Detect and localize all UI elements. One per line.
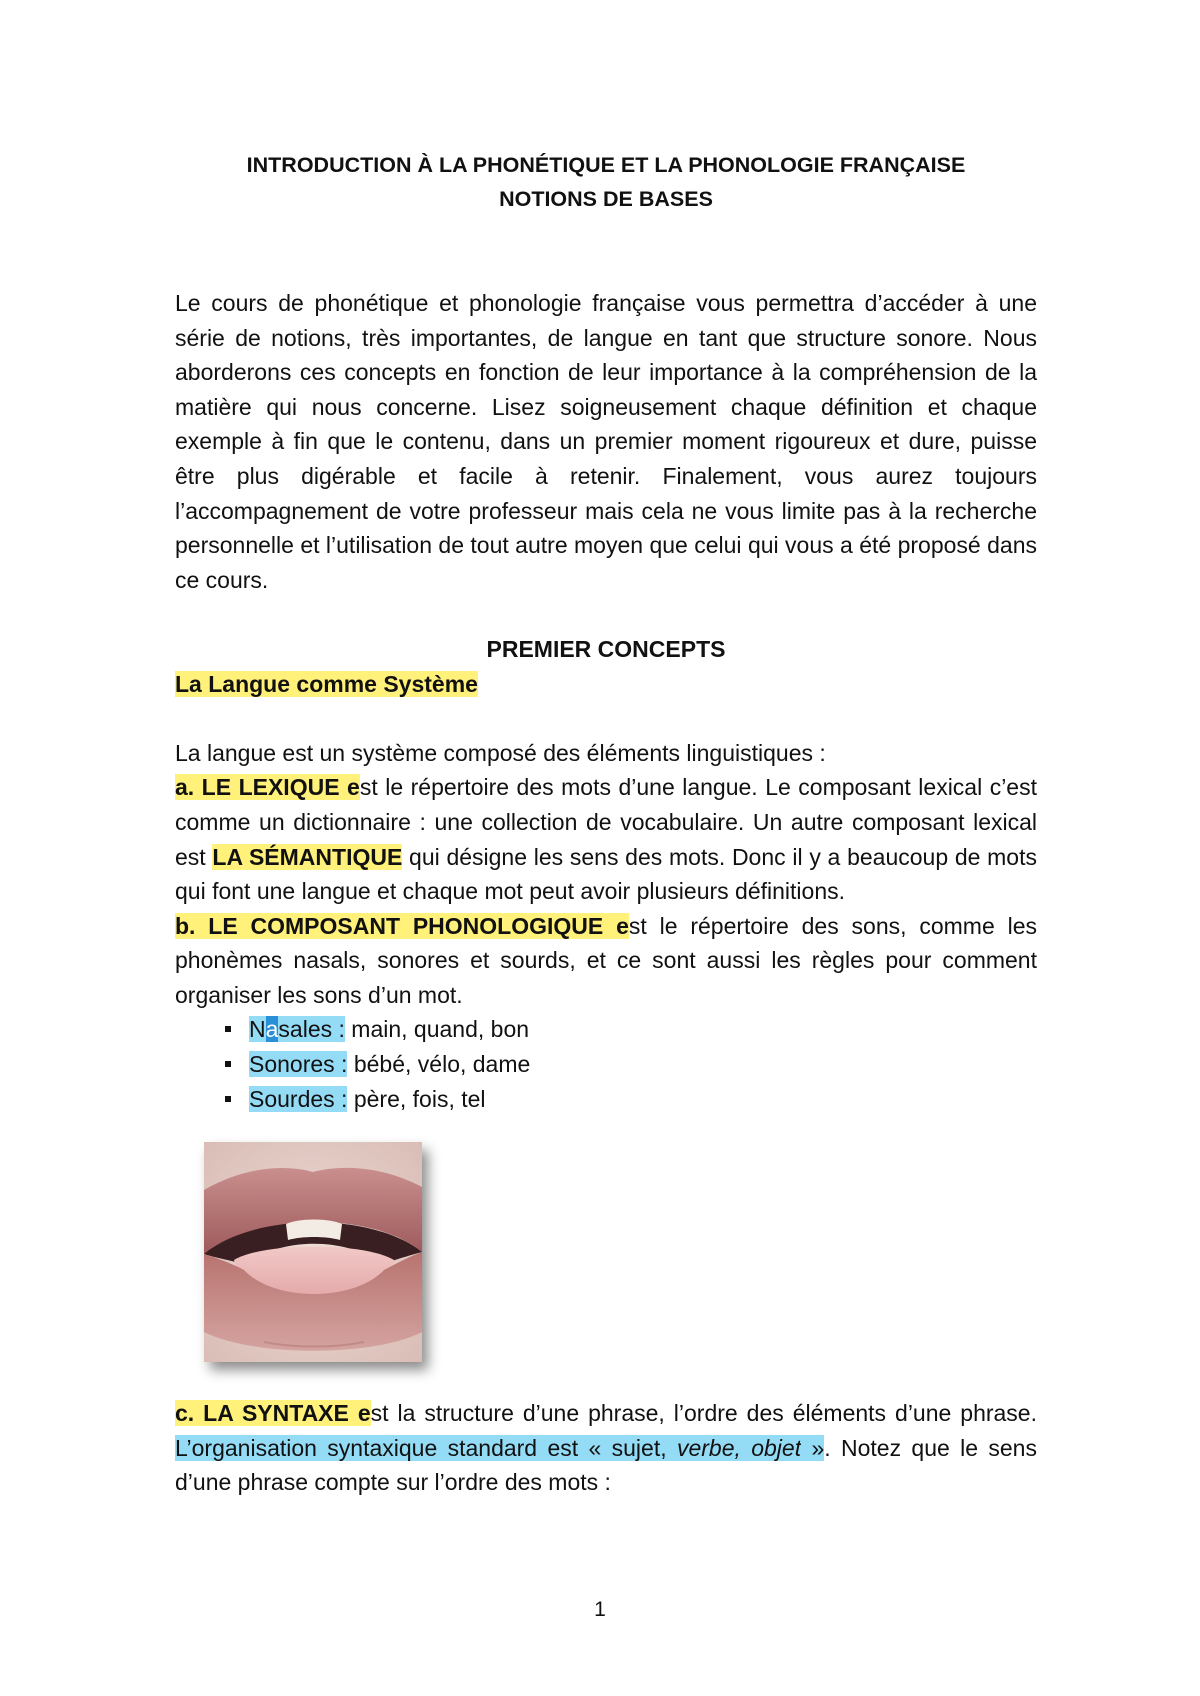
bullet-label-selected: a	[265, 1016, 279, 1043]
syntaxe-highlight: L’organisation syntaxique standard est « sujet,	[175, 1434, 677, 1461]
lexique-text2: qui désigne les sens des mots. Donc il y a beaucoup de mots qui font une langue et chaque mot peut avoir plusieurs définitions.	[175, 843, 1037, 905]
syntaxe-label: c. LA SYNTAXE e	[175, 1400, 371, 1427]
syntaxe-italic: verbe, objet	[676, 1434, 802, 1461]
lexique-label: a. LE LEXIQUE e	[175, 774, 360, 801]
langue-intro: La langue est un système composé des éléments linguistiques :	[175, 739, 826, 766]
bullet-label: Sonores :	[249, 1051, 348, 1078]
syntaxe-text1: st la structure d’une phrase, l’ordre des éléments d’une phrase.	[370, 1400, 1037, 1427]
list-item	[225, 1012, 1037, 1047]
spacer	[175, 597, 1037, 632]
intro-paragraph: Le cours de phonétique et phonologie française vous permettra d’accéder à une série de notions, très importantes, de langue en tant que structure sonore. Nous aborderons ces concepts en fonction de leur importance à la compréhension de la matière qui nous concerne. Lisez soigneusement chaque définition et chaque exemple à fin que le contenu, dans un premier moment rigoureux et dure, puisse être plus digérable et facile à retenir. Finalement, vous aurez toujours l’accompagnement de votre professeur mais cela ne vous limite pas à la recherche personnelle et l’utilisation de tout autre moyen que celui qui vous a été proposé dans ce cours.	[175, 290, 1037, 593]
page-number: 1	[594, 1598, 606, 1621]
bullet-label: Sourdes :	[249, 1085, 348, 1112]
document-title-line1: INTRODUCTION À LA PHONÉTIQUE ET LA PHONOLOGIE FRANÇAISE	[246, 153, 966, 177]
phonologique-label: b. LE COMPOSANT PHONOLOGIQUE e	[175, 912, 629, 939]
figure	[175, 1116, 1037, 1356]
subsection-title: La Langue comme Système	[175, 670, 478, 697]
spacer	[175, 1356, 1037, 1396]
phonologique-paragraph	[175, 909, 1037, 1013]
page-content	[175, 148, 1037, 1500]
semantique-label: LA SÉMANTIQUE	[212, 843, 403, 870]
lexique-paragraph	[175, 770, 1037, 908]
mouth-illustration	[204, 1142, 422, 1362]
syntaxe-highlight-end: »	[801, 1434, 825, 1461]
spacer	[175, 216, 1037, 286]
spacer	[175, 701, 1037, 736]
lexique-text1: st le répertoire des mots d’une langue. Le composant lexical c’est comme un dictionnaire : une collection de vocabulaire. Un autre composant lexical est	[175, 774, 1037, 870]
section-title: PREMIER CONCEPTS	[486, 635, 726, 662]
syntaxe-paragraph	[175, 1396, 1037, 1500]
list-item	[225, 1082, 1037, 1117]
list-item	[225, 1047, 1037, 1082]
bullet-text: père, fois, tel	[347, 1085, 486, 1112]
bullet-text: main, quand, bon	[344, 1016, 530, 1043]
bullet-text: bébé, vélo, dame	[347, 1051, 531, 1078]
mouth-photo	[204, 1142, 422, 1362]
phonologique-text: st le répertoire des sons, comme les phonèmes nasals, sonores et sourds, et ce sont aussi les règles pour comment organiser les sons d’un mot.	[175, 912, 1037, 1008]
bullet-label-prefix: N	[249, 1016, 266, 1043]
subsection-title-paragraph	[175, 667, 1037, 702]
bullet-label: sales :	[278, 1016, 345, 1043]
document-title-line2: NOTIONS DE BASES	[499, 187, 713, 211]
syntaxe-text2: . Notez que le sens d’une phrase compte sur l’ordre des mots :	[175, 1434, 1037, 1496]
phoneme-list	[175, 1012, 1037, 1116]
